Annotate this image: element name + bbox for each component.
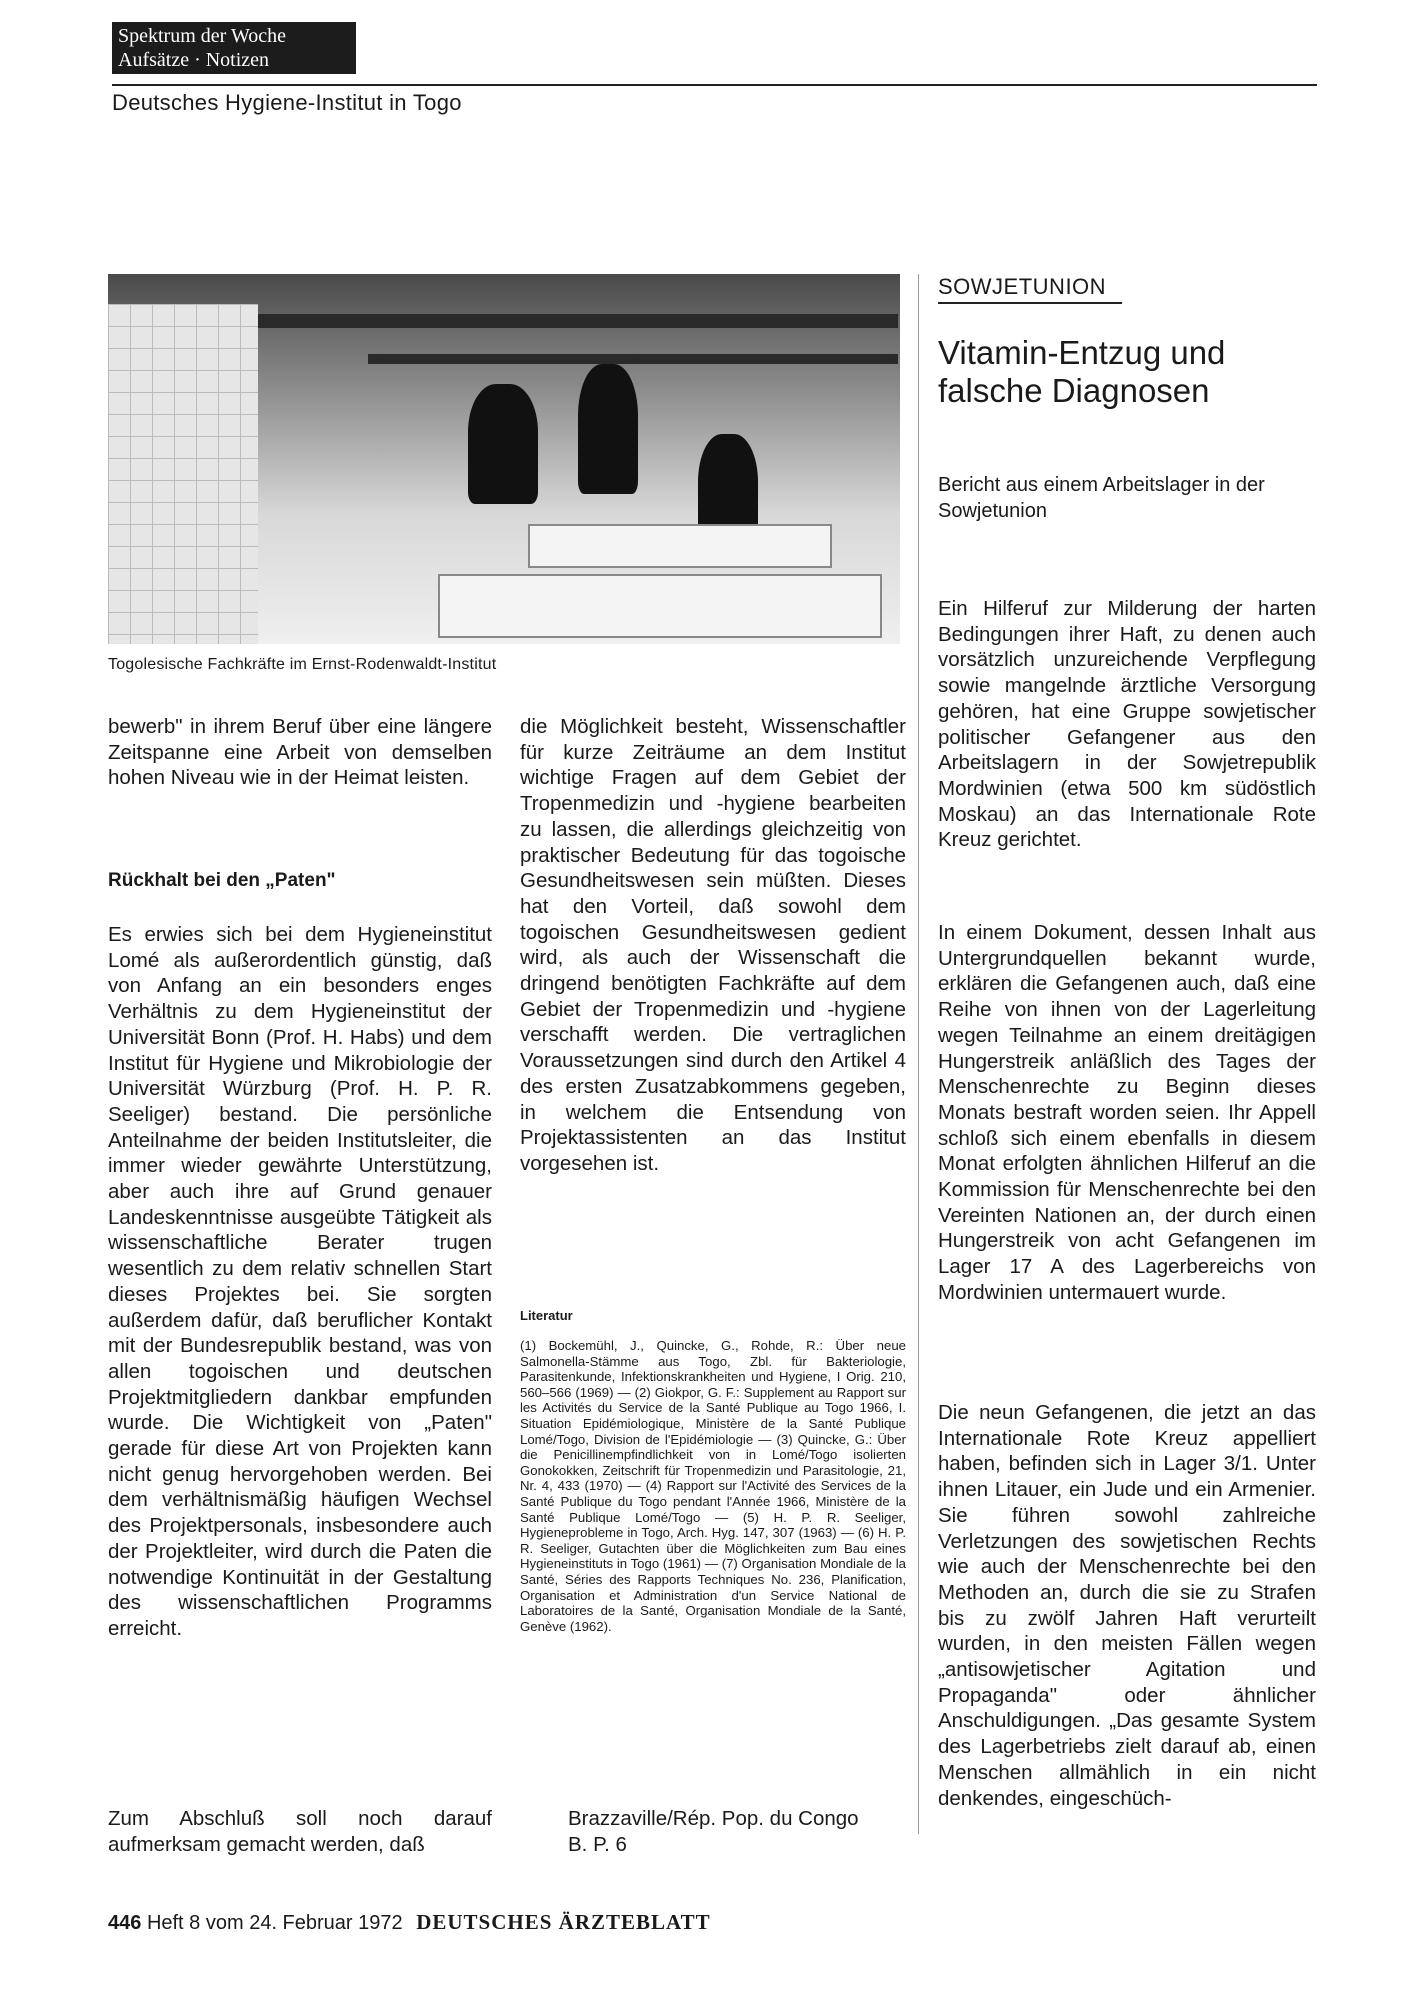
col2-paragraph-1: die Möglichkeit besteht, Wissenschaftler für kurze Zeiträume an dem Institut wichtige Fragen auf dem Gebiet der Tropenmedizin und -hygiene bearbeiten zu lassen, die allerdings gleichzeitig von praktischer Bedeutung für das togoische Gesundheitswesen sein müßten. Dieses hat den Vorteil, daß sowohl dem togoischen Gesundheitswesen gedient wird, als auch der Wissenschaft die dringend benötigten Fachkräfte auf dem Gebiet der Tropenmedizin und -hygiene verschafft werden. Die vertraglichen Voraussetzungen sind durch den Artikel 4 des ersten Zusatzabkommens gegeben, in welchem die Entsendung von Projektassistenten an das Institut vorgesehen ist. (520, 715, 906, 1175)
address-line-1: Brazzaville/Rép. Pop. du Congo (568, 1807, 859, 1830)
section-label-underline (938, 302, 1122, 304)
section-tag-line2: Aufsätze · Notizen (118, 49, 270, 71)
photo-bench (528, 524, 832, 568)
page-number: 446 (108, 1912, 142, 1934)
photo-wall-tiles (108, 304, 258, 644)
col3-paragraph-3: Die neun Gefangenen, die jetzt an das Internationale Rote Kreuz appelliert haben, befinden sich in Lager 3/1. Unter ihnen Litauer, ein Jude und ein Armenier. Sie führen sowohl zahlreiche Verletzungen des sowjetischen Rechts wie auch der Menschenrechte bei den Methoden an, durch die sie zu Strafen bis zu zwölf Jahren Haft verurteilt wurden, in den meisten Fällen wegen „antisowjetischer Agitation und Propaganda" oder ähnlicher Anschuldigungen. „Das gesamte System des Lagerbetriebs zielt darauf ab, einen Menschen allmählich in ein nicht denkendes, eingeschüch- (938, 1401, 1316, 1810)
address-line-2: B. P. 6 (568, 1833, 627, 1856)
header-rule (112, 84, 1317, 86)
article-title: Vitamin-Entzug und falsche Diagnosen (938, 334, 1226, 409)
col1-paragraph-2: Es erwies sich bei dem Hygieneinstitut Lomé als außerordentlich günstig, daß von Anfang an ein besonders enges Verhältnis zu dem Hygieneinstitut der Universität Bonn (Prof. H. Habs) und dem Institut für Hygiene und Mikrobiologie der Universität Würzburg (Prof. H. P. R. Seeliger) bestand. Die persönliche Anteilnahme der beiden Institutsleiter, die immer wieder gewährte Unterstützung, aber auch ihre auf Grund genauer Landeskenntnisse ausgeübte Tätigkeit als wissenschaftliche Berater trugen wesentlich zu dem relativ schnellen Start dieses Projektes bei. Sie sorgten außerdem dafür, daß beruflicher Kontakt mit der Bundesrepublik bestand, was von allen togoischen und deutschen Projektmitgliedern dankbar empfunden wurde. Die Wichtigkeit von „Paten" gerade für diese Art von Projekten kann nicht genug hervorgehoben werden. Bei dem verhältnismäßig häufigen Wechsel des Projektpersonals, insbesondere auch der Projektleiter, wird durch die Paten die notwendige Kontinuität in der Gestaltung des wissenschaftlichen Programms erreicht. (108, 923, 492, 1640)
literature-heading: Literatur (520, 1308, 573, 1323)
section-tag-line1: Spektrum der Woche (118, 25, 286, 47)
photo-person (468, 384, 538, 504)
col3-paragraph-2: In einem Dokument, dessen Inhalt aus Untergrundquellen bekannt wurde, erklären die Gefangenen auch, daß eine Reihe von ihnen von der Lagerleitung wegen Teilnahme an einem dreitägigen Hungerstreik anläßlich des Tages der Menschenrechte zu Beginn dieses Monats bestraft worden seien. Ihr Appell schloß sich einem ebenfalls in diesem Monat erfolgten ähnlichen Hilferuf an die Kommission für Menschenrechte bei den Vereinten Nationen an, der durch einen Hungerstreik von acht Gefangenen im Lager 17 A des Lagerbereichs von Mordwinien untermauert wurde. (938, 921, 1316, 1304)
issue-info: Heft 8 vom 24. Februar 1972 (146, 1912, 403, 1934)
page-title: Deutsches Hygiene-Institut in Togo (112, 90, 462, 115)
section-tag (112, 22, 356, 74)
col1-paragraph-1: bewerb" in ihrem Beruf über eine längere Zeitspanne eine Arbeit von demselben hohen Niveau wie in der Heimat leisten. (108, 715, 492, 790)
photo-caption: Togolesische Fachkräfte im Ernst-Rodenwaldt-Institut (108, 656, 497, 673)
col1-subheading: Rückhalt bei den „Paten" (108, 870, 336, 891)
column-divider (918, 274, 919, 1834)
photo-bench (438, 574, 882, 638)
col1-paragraph-3: Zum Abschluß soll noch darauf aufmerksam gemacht werden, daß (108, 1807, 492, 1856)
photo-person (578, 364, 638, 494)
author-address (568, 1806, 859, 1858)
article-section-label: SOWJETUNION (938, 274, 1107, 299)
col3-paragraph-1: Ein Hilferuf zur Milderung der harten Bedingungen ihrer Haft, zu denen auch vorsätzlich unzureichende Verpflegung sowie mangelnde ärztliche Versorgung gehören, hat eine Gruppe sowjetischer politischer Gefangener aus den Arbeitslagern in der Sowjetrepublik Mordwinien (etwa 500 km südöstlich Moskau) an das Internationale Rote Kreuz gerichtet. (938, 597, 1316, 852)
article-subtitle: Bericht aus einem Arbeitslager in der Sowjetunion (938, 474, 1265, 522)
photo-shelf (258, 314, 898, 328)
literature-list: (1) Bockemühl, J., Quincke, G., Rohde, R.: Über neue Salmonella-Stämme aus Togo, Zbl. für Bakteriologie, Parasitenkunde, Infektionskrankheiten und Hygiene, I Orig. 210, 560–566 (1969) — (2) Giokpor, G. F.: Supplement au Rapport sur les Activités du Service de la Santé Publique au Togo 1966, I. Situation Epidémiologique, Ministère de la Santé Publique Lomé/Togo, Division de l'Epidémiologie — (3) Quincke, G.: Über die Penicillinempfindlichkeit von in Lomé/Togo isolierten Gonokokken, Zeitschrift für Tropenmedizin und Parasitologie, 21, Nr. 4, 433 (1970) — (4) Rapport sur l'Activité des Services de la Santé Publique du Togo pendant l'Année 1966, Ministère de la Santé Publique Lomé/Togo — (5) H. P. R. Seeliger, Hygieneprobleme in Togo, Arch. Hyg. 147, 307 (1963) — (6) H. P. R. Seeliger, Gutachten über die Möglichkeiten zum Bau eines Hygieneinstituts in Togo (1961) — (7) Organisation Mondiale de la Santé, Séries des Rapports Techniques No. 236, Planification, Organisation et Administration d'un Service National de Laboratoires de la Santé, Organisation Mondiale de la Santé, Genève (1962). (520, 1338, 906, 1634)
photo-shelf (368, 354, 898, 364)
lab-photo (108, 274, 900, 644)
magazine-name: DEUTSCHES ÄRZTEBLATT (416, 1910, 711, 1934)
page-footer (108, 1910, 711, 1935)
